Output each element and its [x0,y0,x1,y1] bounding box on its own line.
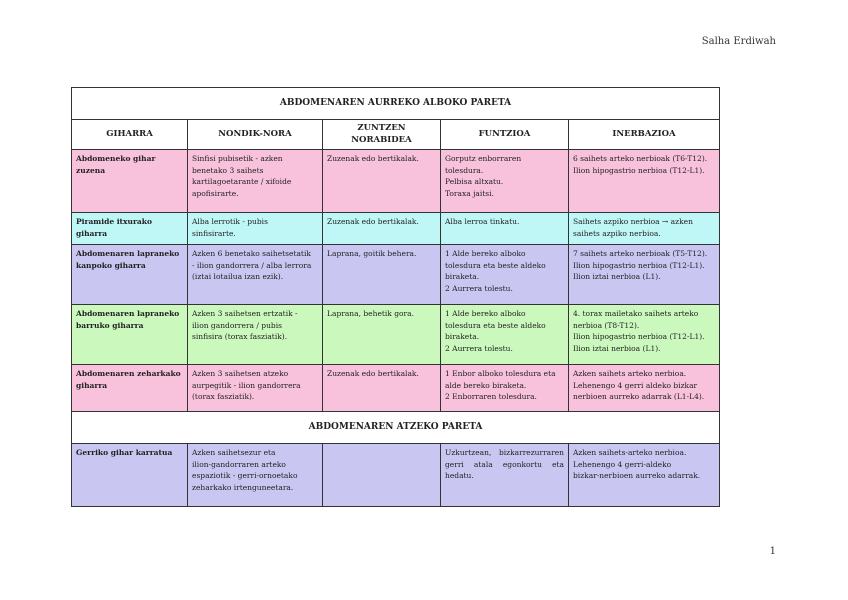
origin-cell [188,213,323,245]
table-row [72,150,720,213]
innervation-line: 6 saihets arteko nerbioak (T6-T12). [573,154,708,163]
innervation-line: Ilion iztai nerbioa (L1). [573,272,661,281]
innervation-line: nerbioen aurreko adarrak (L1-L4). [573,392,705,401]
function-line: Alba lerroa tinkatu. [445,217,520,226]
innervation-line: Ilion hipogastrio nerbioa (T12-L1). [573,260,705,270]
innervation-line: Ilion hipogastrio nerbioa (T12-L1). [573,332,705,341]
innervation-cell [569,213,720,245]
innervation-line: 4. torax mailetako saihets arteko [573,309,699,318]
origin-line: ilion-gandorraren arteko [192,459,286,469]
innervation-line: Saihets azpiko nerbioa → azken [573,217,693,226]
origin-line: espaziotik - gerri-ornoetako [192,471,298,480]
function-cell [441,213,569,245]
function-line: 2 Enborraren tolesdura. [445,392,537,401]
innervation-line: bizkar-nerbioen aurreko adarrak. [573,471,701,480]
muscle-name: Gerriko gihar karratua [72,444,188,507]
innervation-line: 7 saihets arteko nerbioak (T5-T12). [573,249,708,258]
function-line: 2 Aurrera tolestu. [445,283,513,293]
function-line: 1 Alde bereko alboko [445,249,526,258]
origin-line: Azken 3 saihetsen atzeko [192,369,289,378]
muscle-name: Piramide itxurako giharra [72,213,188,245]
direction-cell: Zuzenak edo bertikalak. [323,365,441,412]
page-number: 1 [769,546,776,557]
muscle-table [71,87,720,507]
function-line: 1 Enbor alboko tolesdura eta [445,369,556,378]
author-name: Salha Erdiwah [701,36,776,47]
table-row [72,245,720,305]
table-row [72,444,720,507]
innervation-line: Ilion iztai nerbioa (L1). [573,343,661,353]
function-line: Toraxa jaitsi. [445,188,494,198]
origin-cell [188,245,323,305]
origin-line: Sinfisi pubisetik - azken [192,154,283,163]
origin-line: apofisirarte. [192,188,239,198]
innervation-cell [569,444,720,507]
function-cell: Uzkurtzean, bizkarrezurraren gerri atala egonkortu eta hedatu. [441,444,569,507]
origin-line: Azken 6 benetako saihetsetatik [192,249,311,258]
origin-line: Azken saihetsezur eta [192,448,276,457]
column-header-function: FUNTZIOA [441,120,569,150]
innervation-line: saihets azpiko nerbioa. [573,228,661,238]
function-line: 1 Alde bereko alboko [445,309,526,318]
column-header-origin: NONDIK-NORA [188,120,323,150]
function-line: Gorputz enborraren [445,154,522,163]
origin-cell [188,150,323,213]
innervation-cell [569,245,720,305]
muscle-name: Abdomeneko gihar zuzena [72,150,188,213]
muscle-name: Abdomenaren lapraneko kanpoko giharra [72,245,188,305]
function-cell [441,305,569,365]
innervation-cell [569,150,720,213]
column-header-innervation: INERBAZIOA [569,120,720,150]
function-line: tolesdura eta beste aldeko [445,260,546,270]
origin-line: sinfisirarte. [192,228,236,238]
innervation-cell [569,305,720,365]
innervation-line: nerbioa (T8-T12). [573,320,640,330]
column-header-muscle: GIHARRA [72,120,188,150]
section-title: ABDOMENAREN ATZEKO PARETA [72,412,720,444]
direction-cell: Zuzenak edo bertikalak. [323,150,441,213]
innervation-line: Azken saihets-arteko nerbioa. [573,448,687,457]
function-line: alde bereko biraketa. [445,380,527,390]
origin-line: - ilion gandorrera / alba lerrora [192,260,312,270]
function-line: biraketa. [445,272,480,281]
origin-cell [188,365,323,412]
column-header-direction: ZUNTZEN NORABIDEA [323,120,441,150]
function-line: tolesdura. [445,165,484,175]
direction-cell [323,444,441,507]
function-cell [441,365,569,412]
origin-line: zeharkako irtenguneetara. [192,482,294,492]
origin-line: sinfisira (torax fasziatik). [192,332,288,341]
origin-line: benetako 3 saihets [192,165,264,175]
table-title: ABDOMENAREN AURREKO ALBOKO PARETA [72,88,720,120]
innervation-line: Ilion hipogastrio nerbioa (T12-L1). [573,165,705,175]
direction-cell: Zuzenak edo bertikalak. [323,213,441,245]
function-cell [441,150,569,213]
function-line: Pelbisa altxatu. [445,177,504,186]
origin-line: kartilagoetarante / xifoide [192,177,292,186]
origin-cell [188,305,323,365]
muscle-name: Abdomenaren zeharkako giharra [72,365,188,412]
origin-line: (torax fasziatik). [192,392,255,401]
function-line: biraketa. [445,332,480,341]
table-row [72,365,720,412]
origin-line: ilion gandorrera / pubis [192,320,282,330]
origin-line: Azken 3 saihetsen ertzatik - [192,309,298,318]
innervation-line: Lehenengo 4 gerri-aldeko [573,459,672,469]
table-row [72,213,720,245]
origin-line: Alba lerrotik - pubis [192,217,268,226]
muscle-name: Abdomenaren lapraneko barruko giharra [72,305,188,365]
function-cell [441,245,569,305]
innervation-cell [569,365,720,412]
function-line: tolesdura eta beste aldeko [445,320,546,330]
table-row [72,305,720,365]
direction-cell: Laprana, goitik behera. [323,245,441,305]
direction-cell: Laprana, behetik gora. [323,305,441,365]
function-line: 2 Aurrera tolestu. [445,343,513,353]
innervation-line: Azken saihets arteko nerbioa. [573,369,687,378]
origin-line: aurpegitik - ilion gandorrera [192,380,301,390]
origin-line: (iztai lotailua izan ezik). [192,272,284,281]
origin-cell [188,444,323,507]
innervation-line: Lehenengo 4 gerri aldeko bizkar [573,380,698,390]
